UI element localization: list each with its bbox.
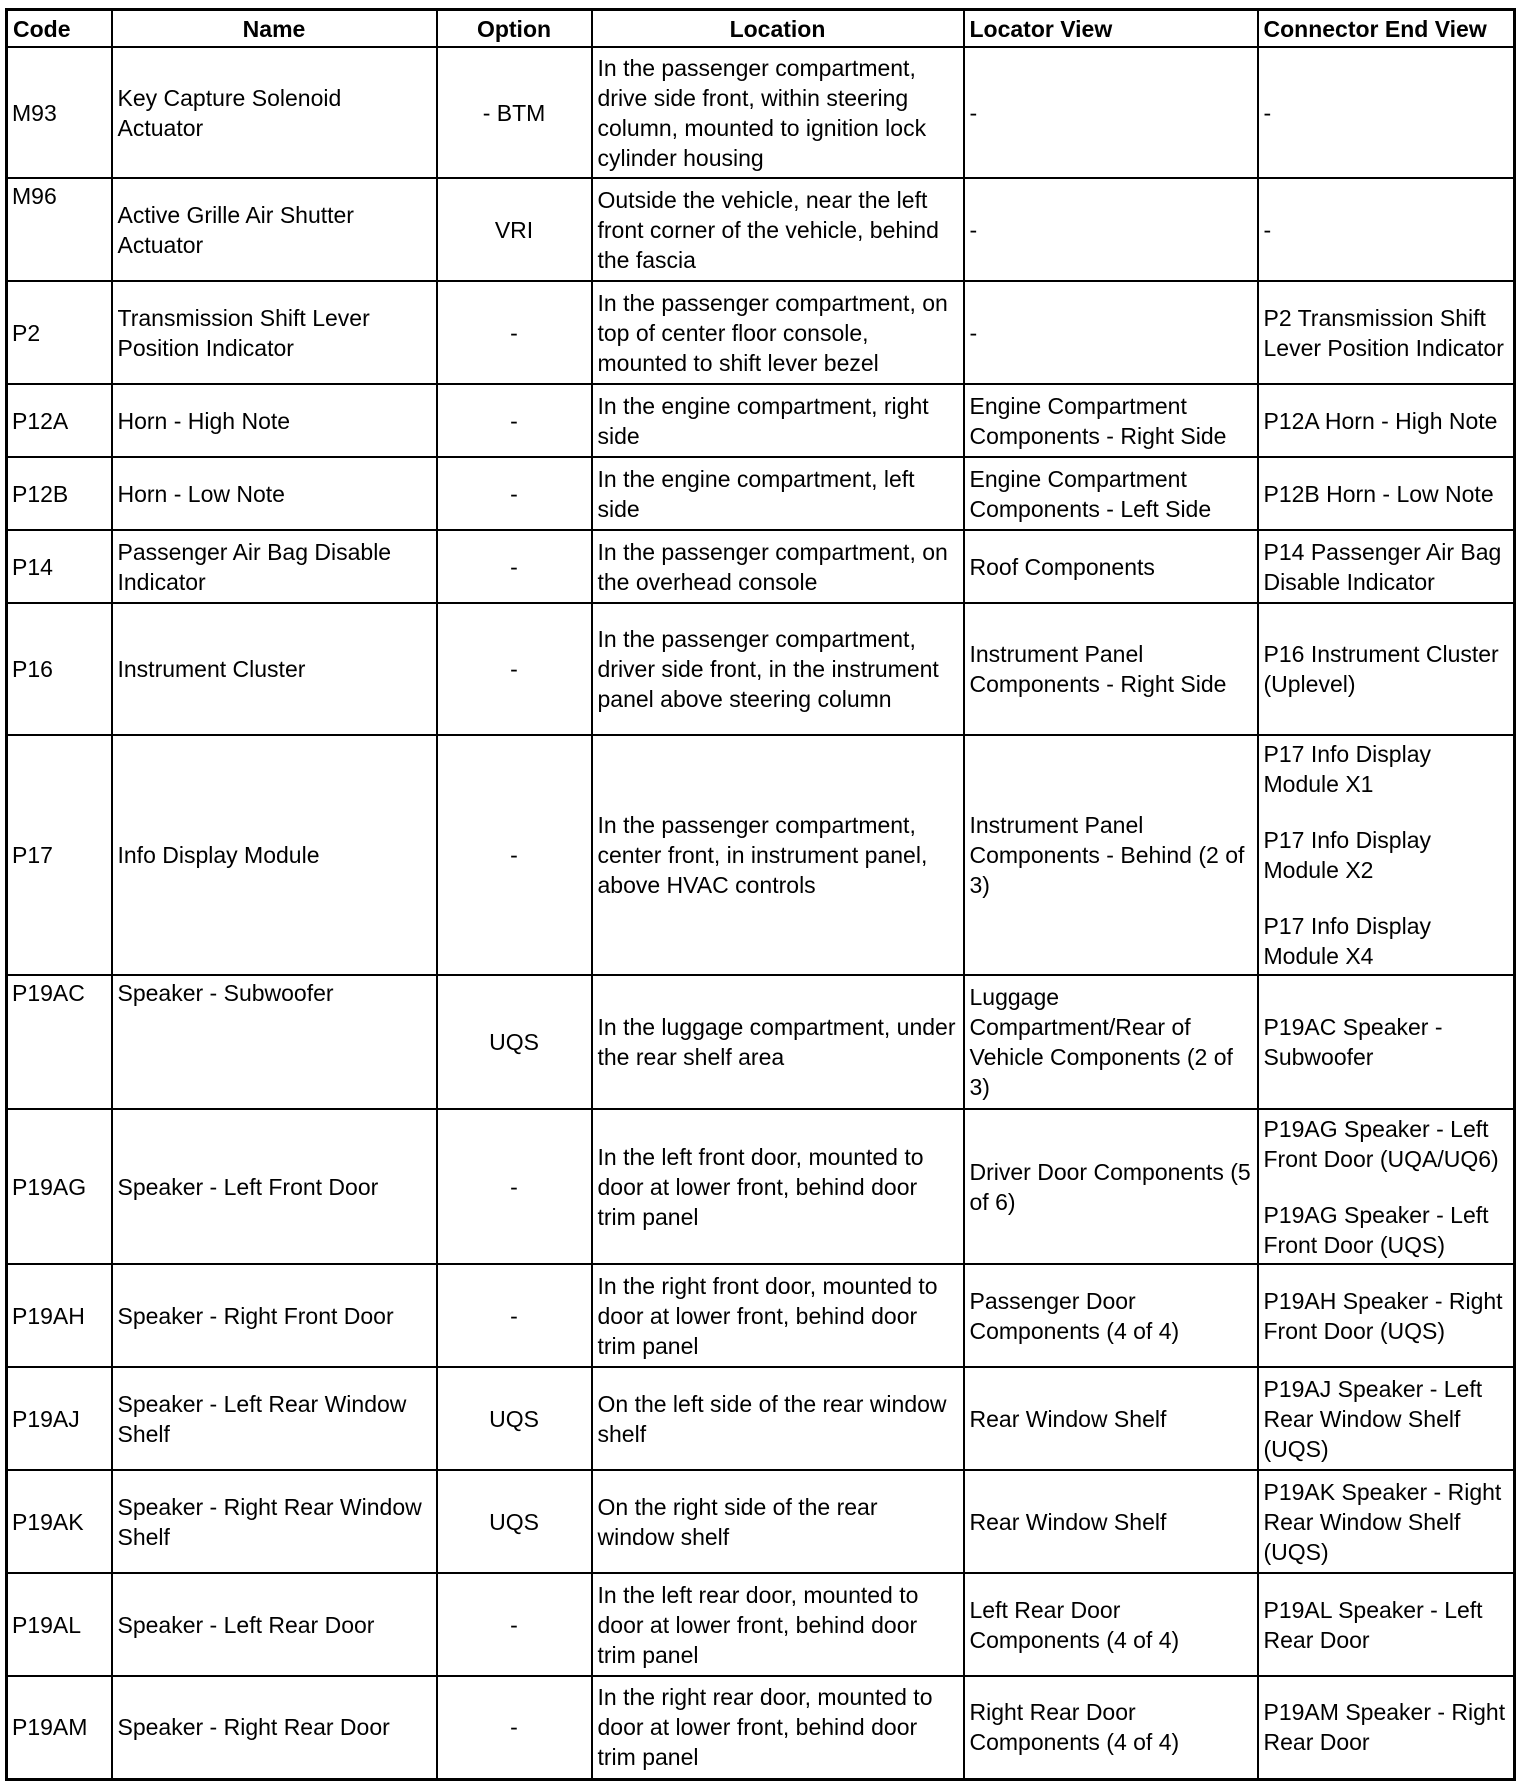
cell-code: M96 bbox=[7, 178, 112, 281]
cell-name: Instrument Cluster bbox=[112, 603, 437, 735]
cell-location: In the passenger compartment, drive side front, within steering column, mounted to ignition lock cylinder housing bbox=[592, 47, 964, 178]
cell-name: Speaker - Left Rear Door bbox=[112, 1573, 437, 1676]
cell-locator-view: Instrument Panel Components - Right Side bbox=[964, 603, 1258, 735]
cell-location: In the luggage compartment, under the rear shelf area bbox=[592, 975, 964, 1109]
cell-locator-view: Instrument Panel Components - Behind (2 of 3) bbox=[964, 735, 1258, 975]
table-row bbox=[7, 47, 1515, 178]
cell-code: P19AM bbox=[7, 1676, 112, 1779]
header-code: Code bbox=[7, 10, 112, 48]
cell-option: - bbox=[437, 1676, 592, 1779]
cell-name: Speaker - Right Rear Door bbox=[112, 1676, 437, 1779]
cell-location: In the engine compartment, left side bbox=[592, 457, 964, 530]
cell-connector-end-view bbox=[1258, 1367, 1515, 1470]
cell-locator-view: Engine Compartment Components - Left Side bbox=[964, 457, 1258, 530]
cell-connector-end-view bbox=[1258, 281, 1515, 384]
header-location: Location bbox=[592, 10, 964, 48]
cell-option: UQS bbox=[437, 1367, 592, 1470]
cell-location: In the left front door, mounted to door at lower front, behind door trim panel bbox=[592, 1109, 964, 1264]
cell-connector-end-view bbox=[1258, 1676, 1515, 1779]
table-row bbox=[7, 1264, 1515, 1367]
header-row bbox=[7, 10, 1515, 48]
cell-locator-view: - bbox=[964, 47, 1258, 178]
table-row bbox=[7, 1676, 1515, 1779]
cell-connector-end-view bbox=[1258, 975, 1515, 1109]
cell-code: P14 bbox=[7, 530, 112, 603]
cell-name: Horn - High Note bbox=[112, 384, 437, 457]
cell-connector-end-view bbox=[1258, 530, 1515, 603]
cell-option: - bbox=[437, 457, 592, 530]
connector-end-view-item: P19AG Speaker - Left Front Door (UQS) bbox=[1263, 1201, 1489, 1258]
table-row bbox=[7, 384, 1515, 457]
cell-connector-end-view bbox=[1258, 735, 1515, 975]
cell-location: In the passenger compartment, on top of center floor console, mounted to shift lever bezel bbox=[592, 281, 964, 384]
cell-option: VRI bbox=[437, 178, 592, 281]
cell-location: In the engine compartment, right side bbox=[592, 384, 964, 457]
header-connector-end-view: Connector End View bbox=[1258, 10, 1515, 48]
connector-end-view-item: P19AH Speaker - Right Front Door (UQS) bbox=[1263, 1287, 1503, 1344]
connector-end-view-item: P19AK Speaker - Right Rear Window Shelf (UQS) bbox=[1263, 1478, 1502, 1565]
cell-code: M93 bbox=[7, 47, 112, 178]
cell-option: - BTM bbox=[437, 47, 592, 178]
cell-name: Speaker - Right Rear Window Shelf bbox=[112, 1470, 437, 1573]
cell-code: P19AK bbox=[7, 1470, 112, 1573]
cell-option: - bbox=[437, 603, 592, 735]
cell-locator-view: Passenger Door Components (4 of 4) bbox=[964, 1264, 1258, 1367]
cell-connector-end-view bbox=[1258, 1109, 1515, 1264]
connector-end-view-item: P17 Info Display Module X1 bbox=[1263, 741, 1431, 797]
connector-end-view-item: P19AL Speaker - Left Rear Door bbox=[1263, 1596, 1483, 1653]
cell-code: P2 bbox=[7, 281, 112, 384]
cell-option: UQS bbox=[437, 975, 592, 1109]
table-row bbox=[7, 1109, 1515, 1264]
cell-locator-view: - bbox=[964, 281, 1258, 384]
table-row bbox=[7, 735, 1515, 975]
cell-code: P19AG bbox=[7, 1109, 112, 1264]
cell-location: Outside the vehicle, near the left front corner of the vehicle, behind the fascia bbox=[592, 178, 964, 281]
connector-end-view-item: P14 Passenger Air Bag Disable Indicator bbox=[1263, 538, 1502, 595]
cell-location: On the left side of the rear window shelf bbox=[592, 1367, 964, 1470]
cell-locator-view: Left Rear Door Components (4 of 4) bbox=[964, 1573, 1258, 1676]
header-name: Name bbox=[112, 10, 437, 48]
cell-code: P19AH bbox=[7, 1264, 112, 1367]
cell-connector-end-view bbox=[1258, 1264, 1515, 1367]
cell-code: P19AL bbox=[7, 1573, 112, 1676]
connector-end-view-item: P16 Instrument Cluster (Uplevel) bbox=[1263, 641, 1499, 697]
cell-connector-end-view bbox=[1258, 178, 1515, 281]
connector-end-view-item: - bbox=[1263, 216, 1272, 243]
cell-code: P19AC bbox=[7, 975, 112, 1109]
table-row bbox=[7, 1470, 1515, 1573]
connector-end-view-item: P17 Info Display Module X2 bbox=[1263, 827, 1431, 883]
cell-name: Speaker - Left Front Door bbox=[112, 1109, 437, 1264]
table-body bbox=[7, 47, 1515, 1779]
cell-code: P17 bbox=[7, 735, 112, 975]
cell-name: Info Display Module bbox=[112, 735, 437, 975]
cell-location: In the right rear door, mounted to door at lower front, behind door trim panel bbox=[592, 1676, 964, 1779]
cell-name: Speaker - Subwoofer bbox=[112, 975, 437, 1109]
cell-location: In the passenger compartment, center front, in instrument panel, above HVAC controls bbox=[592, 735, 964, 975]
table-row bbox=[7, 457, 1515, 530]
connector-end-view-item: P17 Info Display Module X4 bbox=[1263, 913, 1431, 969]
table-row bbox=[7, 1367, 1515, 1470]
cell-name: Key Capture Solenoid Actuator bbox=[112, 47, 437, 178]
connector-end-view-item: P12B Horn - Low Note bbox=[1263, 480, 1494, 507]
table-row bbox=[7, 975, 1515, 1109]
cell-code: P16 bbox=[7, 603, 112, 735]
cell-location: On the right side of the rear window shelf bbox=[592, 1470, 964, 1573]
cell-locator-view: - bbox=[964, 178, 1258, 281]
connector-end-view-item: P19AG Speaker - Left Front Door (UQA/UQ6) bbox=[1263, 1115, 1499, 1172]
table-row bbox=[7, 178, 1515, 281]
component-location-table bbox=[5, 8, 1516, 1781]
cell-locator-view: Luggage Compartment/Rear of Vehicle Components (2 of 3) bbox=[964, 975, 1258, 1109]
cell-location: In the right front door, mounted to door at lower front, behind door trim panel bbox=[592, 1264, 964, 1367]
cell-connector-end-view bbox=[1258, 47, 1515, 178]
cell-option: - bbox=[437, 735, 592, 975]
cell-connector-end-view bbox=[1258, 1470, 1515, 1573]
cell-code: P12B bbox=[7, 457, 112, 530]
cell-name: Speaker - Right Front Door bbox=[112, 1264, 437, 1367]
connector-end-view-item: P12A Horn - High Note bbox=[1263, 407, 1498, 434]
table-row bbox=[7, 1573, 1515, 1676]
cell-name: Passenger Air Bag Disable Indicator bbox=[112, 530, 437, 603]
cell-name: Horn - Low Note bbox=[112, 457, 437, 530]
cell-connector-end-view bbox=[1258, 603, 1515, 735]
cell-code: P19AJ bbox=[7, 1367, 112, 1470]
cell-option: - bbox=[437, 1109, 592, 1264]
cell-option: - bbox=[437, 1264, 592, 1367]
cell-option: UQS bbox=[437, 1470, 592, 1573]
cell-connector-end-view bbox=[1258, 384, 1515, 457]
cell-location: In the passenger compartment, on the overhead console bbox=[592, 530, 964, 603]
cell-connector-end-view bbox=[1258, 457, 1515, 530]
cell-option: - bbox=[437, 384, 592, 457]
connector-end-view-item: P19AM Speaker - Right Rear Door bbox=[1263, 1699, 1506, 1756]
cell-option: - bbox=[437, 281, 592, 384]
cell-code: P12A bbox=[7, 384, 112, 457]
cell-option: - bbox=[437, 1573, 592, 1676]
cell-location: In the left rear door, mounted to door at lower front, behind door trim panel bbox=[592, 1573, 964, 1676]
cell-locator-view: Driver Door Components (5 of 6) bbox=[964, 1109, 1258, 1264]
cell-name: Active Grille Air Shutter Actuator bbox=[112, 178, 437, 281]
cell-name: Transmission Shift Lever Position Indicator bbox=[112, 281, 437, 384]
connector-end-view-item: P2 Transmission Shift Lever Position Indicator bbox=[1263, 304, 1504, 361]
cell-option: - bbox=[437, 530, 592, 603]
cell-locator-view: Roof Components bbox=[964, 530, 1258, 603]
cell-locator-view: Rear Window Shelf bbox=[964, 1367, 1258, 1470]
header-option: Option bbox=[437, 10, 592, 48]
header-locator-view: Locator View bbox=[964, 10, 1258, 48]
table-row bbox=[7, 603, 1515, 735]
connector-end-view-item: - bbox=[1263, 99, 1272, 126]
connector-end-view-item: P19AJ Speaker - Left Rear Window Shelf (UQS) bbox=[1263, 1375, 1483, 1462]
table-header bbox=[7, 10, 1515, 48]
table-row bbox=[7, 281, 1515, 384]
cell-locator-view: Right Rear Door Components (4 of 4) bbox=[964, 1676, 1258, 1779]
cell-location: In the passenger compartment, driver side front, in the instrument panel above steering column bbox=[592, 603, 964, 735]
cell-locator-view: Rear Window Shelf bbox=[964, 1470, 1258, 1573]
connector-end-view-item: P19AC Speaker - Subwoofer bbox=[1263, 1014, 1443, 1070]
table-row bbox=[7, 530, 1515, 603]
cell-name: Speaker - Left Rear Window Shelf bbox=[112, 1367, 437, 1470]
cell-locator-view: Engine Compartment Components - Right Side bbox=[964, 384, 1258, 457]
cell-connector-end-view bbox=[1258, 1573, 1515, 1676]
